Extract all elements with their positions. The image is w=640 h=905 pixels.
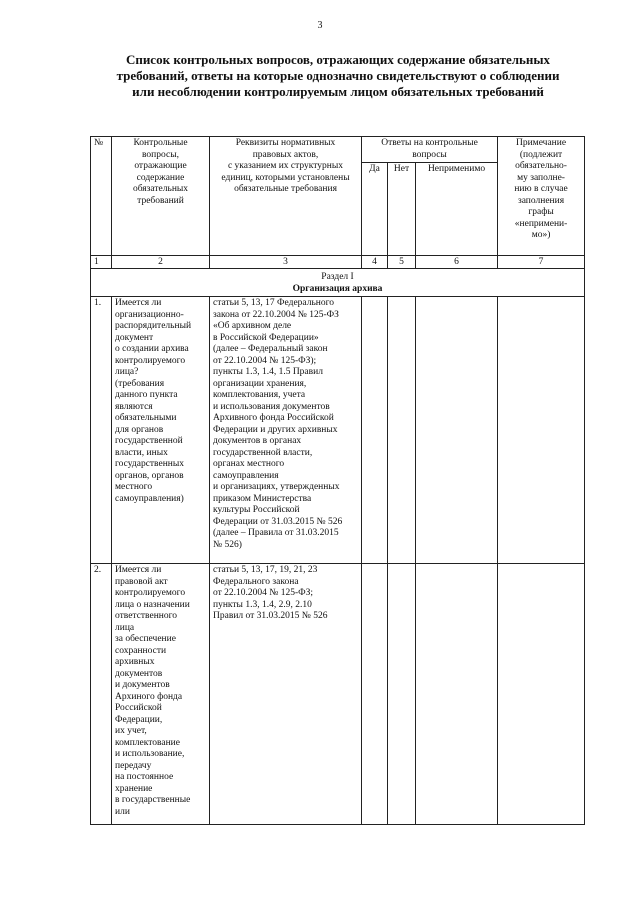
- answer-no-cell[interactable]: [388, 564, 416, 825]
- question-line: государственных: [115, 459, 185, 469]
- row-requisites: [210, 297, 362, 564]
- answer-na-cell[interactable]: [416, 564, 498, 825]
- header-text: требований: [137, 195, 184, 206]
- requisites-line: статьи 5, 13, 17 Федерального: [213, 298, 335, 308]
- column-number: 3: [210, 256, 362, 269]
- header-no: Нет: [388, 163, 416, 256]
- question-line: документ: [115, 332, 154, 343]
- requisites-line: организации хранения,: [213, 378, 307, 389]
- question-line: Имеется ли: [115, 565, 162, 575]
- requisites-line: культуры Российской: [213, 505, 300, 515]
- requisites-line: в Российской Федерации»: [213, 332, 319, 343]
- header-text: с указанием их структурных: [227, 161, 344, 171]
- header-text: вопросы,: [142, 149, 179, 160]
- header-text: заполнения: [517, 195, 565, 206]
- requisites-line: закона от 22.10.2004 № 125-ФЗ: [213, 309, 339, 320]
- column-number: 4: [362, 256, 388, 269]
- question-line: Имеется ли: [115, 298, 162, 308]
- column-number: 2: [112, 256, 210, 269]
- document-title: [88, 52, 588, 100]
- requisites-line: комплектования, учета: [213, 390, 306, 400]
- column-number: 1: [91, 256, 112, 269]
- header-text: правовых актов,: [252, 149, 319, 160]
- header-text: Примечание: [515, 138, 567, 148]
- row-requisites: [210, 564, 362, 825]
- title-line: требований, ответы на которые однозначно свидетельствуют о соблюдении: [116, 68, 560, 83]
- header-note: [498, 137, 585, 256]
- question-line: являются: [115, 401, 153, 412]
- requisites-line: пункты 1.3, 1.4, 1.5 Правил: [213, 367, 323, 377]
- row-question: [112, 564, 210, 825]
- question-line: документов: [115, 668, 163, 679]
- question-line: или: [115, 806, 130, 817]
- header-text: вопросы: [412, 149, 447, 160]
- requisites-line: от 22.10.2004 № 125-ФЗ;: [213, 588, 314, 598]
- requisites-line: Федерации и других архивных: [213, 424, 338, 435]
- header-answers: [362, 137, 498, 163]
- requisites-line: (далее – Правила от 31.03.2015: [213, 528, 339, 538]
- header-questions: [112, 137, 210, 256]
- question-line: распорядительный: [115, 321, 192, 331]
- question-line: и использование,: [115, 749, 185, 759]
- question-line: Российской: [115, 703, 162, 713]
- question-line: контролируемого: [115, 588, 186, 598]
- note-cell[interactable]: [498, 297, 585, 564]
- header-yes: Да: [362, 163, 388, 256]
- requisites-line: от 22.10.2004 № 125-ФЗ);: [213, 355, 317, 366]
- row-number: 1.: [91, 297, 112, 564]
- requisites-line: Архивного фонда Российской: [213, 413, 334, 423]
- header-text: му заполне-: [517, 172, 565, 183]
- table-row: [91, 564, 585, 825]
- requisites-line: Правил от 31.03.2015 № 526: [213, 611, 328, 621]
- requisites-line: № 526): [213, 539, 242, 550]
- question-line: для органов: [115, 424, 164, 435]
- question-line: Федерации,: [115, 714, 163, 725]
- section-row: [91, 269, 585, 297]
- header-text: графы: [528, 207, 554, 217]
- question-line: лица: [115, 622, 135, 633]
- section-heading: [91, 269, 585, 297]
- requisites-line: органах местного: [213, 459, 285, 469]
- question-line: комплектование: [115, 737, 180, 748]
- header-text: Реквизиты нормативных: [235, 138, 336, 148]
- header-text: обязательно-: [515, 161, 567, 171]
- question-line: правовой акт: [115, 576, 168, 587]
- question-line: организационно-: [115, 309, 184, 320]
- header-requisites: [210, 137, 362, 256]
- question-line: Архиного фонда: [115, 691, 183, 702]
- question-line: сохранности: [115, 645, 167, 656]
- question-line: архивных: [115, 657, 155, 667]
- page-number: 3: [317, 20, 323, 31]
- header-text: Ответы на контрольные: [381, 138, 478, 148]
- title-line: или несоблюдении контролируемым лицом обязательных требований: [132, 84, 544, 99]
- answer-yes-cell[interactable]: [362, 297, 388, 564]
- question-line: власти, иных: [115, 447, 168, 458]
- requisites-line: приказом Министерства: [213, 493, 312, 504]
- question-line: обязательными: [115, 413, 177, 423]
- requisites-line: (далее – Федеральный закон: [213, 344, 328, 354]
- question-line: местного: [115, 482, 153, 492]
- column-number: 6: [416, 256, 498, 269]
- requisites-line: пункты 1.3, 1.4, 2.9, 2.10: [213, 599, 312, 610]
- question-line: ответственного: [115, 611, 178, 621]
- question-line: лица?: [115, 367, 139, 377]
- row-number: 2.: [91, 564, 112, 825]
- section-name: Организация архива: [292, 283, 383, 294]
- header-text: (подлежит: [519, 149, 563, 160]
- column-number: 5: [388, 256, 416, 269]
- header-text: Контрольные: [133, 138, 188, 148]
- question-line: и документов: [115, 680, 170, 690]
- header-text: мо»): [531, 230, 551, 240]
- question-line: государственной: [115, 436, 183, 446]
- question-line: лица о назначении: [115, 599, 190, 610]
- requisites-line: статьи 5, 13, 17, 19, 21, 23: [213, 565, 318, 575]
- question-line: хранение: [115, 783, 153, 794]
- requisites-line: государственной власти,: [213, 447, 313, 458]
- header-number: №: [91, 137, 112, 256]
- question-line: (требования: [115, 378, 165, 389]
- requisites-line: самоуправления: [213, 470, 279, 481]
- header-text: нию в случае: [514, 184, 568, 194]
- question-line: о создании архива: [115, 344, 189, 354]
- requisites-line: «Об архивном деле: [213, 321, 292, 331]
- checklist-table: [90, 136, 585, 825]
- column-number: 7: [498, 256, 585, 269]
- section-label: Раздел I: [321, 272, 354, 282]
- header-text: отражающие: [134, 161, 187, 171]
- header-text: единиц, которыми установлены: [221, 172, 350, 183]
- question-line: в государственные: [115, 795, 191, 805]
- question-line: за обеспечение: [115, 634, 176, 644]
- header-text: обязательные требования: [234, 184, 337, 194]
- answer-yes-cell[interactable]: [362, 564, 388, 825]
- header-text: обязательных: [132, 184, 189, 194]
- question-line: их учет,: [115, 726, 147, 736]
- requisites-line: Федерации от 31.03.2015 № 526: [213, 516, 343, 527]
- row-question: [112, 297, 210, 564]
- answer-na-cell[interactable]: [416, 297, 498, 564]
- table-row: [91, 297, 585, 564]
- column-number-row: [91, 256, 585, 269]
- header-text: содержание: [136, 172, 185, 183]
- answer-no-cell[interactable]: [388, 297, 416, 564]
- header-na: Неприменимо: [416, 163, 498, 256]
- question-line: органов, органов: [115, 470, 184, 481]
- question-line: данного пункта: [115, 390, 178, 400]
- header-row: [91, 137, 585, 163]
- requisites-line: и использования документов: [213, 401, 330, 412]
- requisites-line: и организациях, утвержденных: [213, 482, 340, 492]
- question-line: передачу: [115, 760, 152, 771]
- note-cell[interactable]: [498, 564, 585, 825]
- header-text: «непримени-: [514, 218, 568, 229]
- title-line: Список контрольных вопросов, отражающих содержание обязательных: [125, 52, 551, 67]
- question-line: на постоянное: [115, 772, 174, 782]
- requisites-line: Федерального закона: [213, 576, 299, 587]
- question-line: самоуправления): [115, 493, 184, 504]
- question-line: контролируемого: [115, 355, 186, 366]
- requisites-line: документов в органах: [213, 436, 302, 446]
